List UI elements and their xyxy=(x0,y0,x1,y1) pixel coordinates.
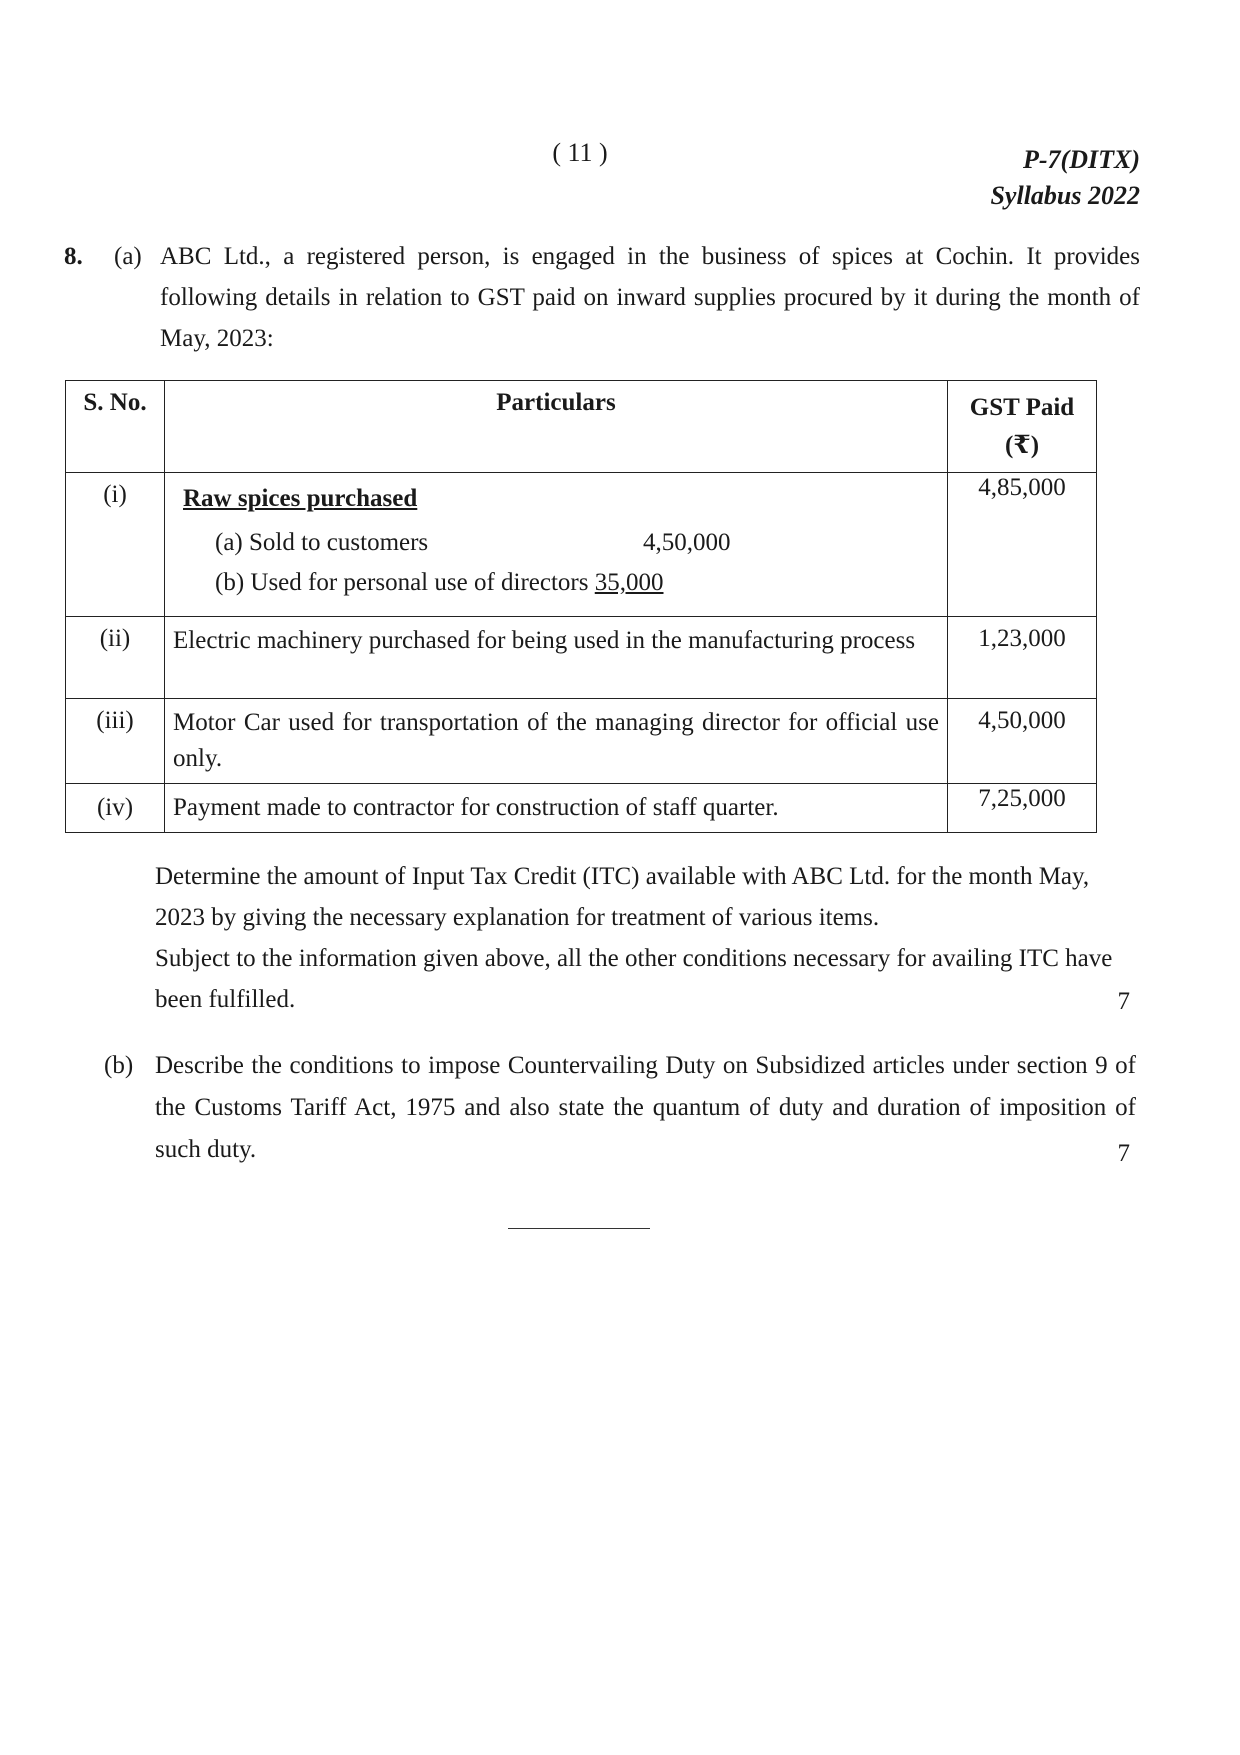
table-row xyxy=(66,617,1097,699)
sub-item-a xyxy=(215,523,939,563)
header-gst-paid-line2: (₹) xyxy=(1004,432,1040,459)
row-sno: (i) xyxy=(66,473,165,617)
paper-code-block xyxy=(990,142,1140,214)
question-number: 8. xyxy=(64,243,83,270)
sub-item-b-amount: 35,000 xyxy=(594,569,664,596)
row-gst-paid: 1,23,000 xyxy=(948,617,1097,699)
gst-inward-supplies-table xyxy=(65,380,1097,833)
question-8-part-b xyxy=(104,1045,1136,1171)
row-particulars xyxy=(165,473,948,617)
sub-item-a-amount: 4,50,000 xyxy=(643,529,731,556)
row-gst-paid: 4,85,000 xyxy=(948,473,1097,617)
row-particulars: Electric machinery purchased for being used in the manufacturing process xyxy=(165,617,948,699)
table-row xyxy=(66,699,1097,784)
part-b-label: (b) xyxy=(104,1052,134,1079)
raw-spices-title: Raw spices purchased xyxy=(183,485,418,512)
header-sno: S. No. xyxy=(66,381,165,473)
part-b-text: Describe the conditions to impose Countervailing Duty on Subsidized articles under section 9 of the Customs Tariff Act, 1975 and also state the quantum of duty and duration of imposition of such duty. xyxy=(155,1052,1136,1163)
row-gst-paid: 7,25,000 xyxy=(948,784,1097,833)
row-sno: (ii) xyxy=(66,617,165,699)
part-b-marks: 7 xyxy=(1117,1140,1130,1167)
row-gst-paid: 4,50,000 xyxy=(948,699,1097,784)
header-gst-paid-line1: GST Paid xyxy=(969,394,1075,421)
row-sno: (iv) xyxy=(66,784,165,833)
part-a-marks: 7 xyxy=(1117,988,1130,1015)
part-a-label: (a) xyxy=(114,243,142,270)
part-a-task: Determine the amount of Input Tax Credit (ITC) available with ABC Ltd. for the month May, 2023 by giving the necessary explanation for treatment of various items. xyxy=(155,863,1090,931)
syllabus-label: Syllabus 2022 xyxy=(990,181,1140,210)
row-sno: (iii) xyxy=(66,699,165,784)
header-gst-paid xyxy=(948,381,1097,473)
part-a-note: Subject to the information given above, all the other conditions necessary for availing ITC have been fulfilled. xyxy=(155,945,1113,1013)
header-particulars: Particulars xyxy=(165,381,948,473)
paper-code: P-7(DITX) xyxy=(1023,145,1140,174)
table-row xyxy=(66,784,1097,833)
sub-item-a-label: (a) Sold to customers xyxy=(215,529,429,556)
part-a-intro-text: ABC Ltd., a registered person, is engaged in the business of spices at Cochin. It provides following details in relation to GST paid on inward supplies procured by it during the month of May, 2023: xyxy=(160,243,1140,352)
table-row xyxy=(66,473,1097,617)
sub-item-b xyxy=(215,563,939,603)
end-of-question-rule xyxy=(508,1228,650,1229)
sub-item-b-label: (b) Used for personal use of directors xyxy=(215,569,589,596)
question-8-part-a-intro xyxy=(64,236,1140,359)
page-number: ( 11 ) xyxy=(552,138,608,167)
table-header-row xyxy=(66,381,1097,473)
row-particulars: Motor Car used for transportation of the managing director for official use only. xyxy=(165,699,948,784)
row-particulars: Payment made to contractor for construction of staff quarter. xyxy=(165,784,948,833)
